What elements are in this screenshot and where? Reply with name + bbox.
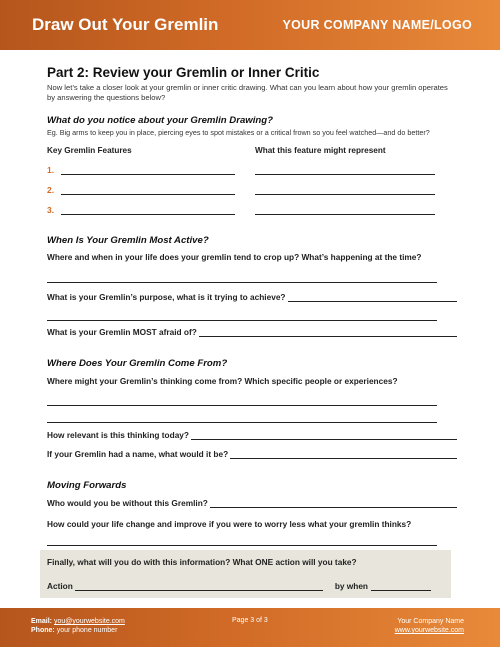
forward-answer-2-line[interactable] (47, 529, 437, 546)
feature-2-line[interactable] (61, 186, 235, 195)
active-answer-2-extra-line[interactable] (47, 302, 437, 321)
question-text: What is your Gremlin’s purpose, what is it trying to achieve? (47, 291, 286, 302)
notice-example: Eg. Big arms to keep you in place, piercing eyes to spot mistakes or a critical frown so you feel watched—and do better? (47, 127, 430, 137)
footer-contact (31, 617, 125, 635)
worksheet-content (47, 65, 457, 546)
phone-value: your phone number (56, 627, 118, 635)
origin-answer-2-line[interactable] (191, 431, 457, 440)
forward-heading: Moving Forwards (47, 479, 127, 491)
page-footer (0, 608, 500, 647)
forward-question-1 (47, 498, 457, 508)
worksheet-title: Draw Out Your Gremlin (32, 15, 219, 34)
meaning-1-line[interactable] (255, 166, 435, 175)
action-row (47, 581, 447, 591)
action-answer-line[interactable] (75, 582, 323, 591)
feature-row (47, 155, 255, 175)
question-text: If your Gremlin had a name, what would it be? (47, 448, 229, 459)
feature-1-line[interactable] (61, 166, 235, 175)
email-label: Email: (31, 618, 53, 625)
question-text: How could your life change and improve if you were to worry less what your gremlin thinks? (47, 518, 412, 529)
email-link[interactable]: you@yourwebsite.com (53, 618, 125, 625)
meaning-row (255, 175, 455, 195)
origin-heading: Where Does Your Gremlin Come From? (47, 357, 228, 369)
page-header (0, 0, 500, 50)
question-text: What is your Gremlin MOST afraid of? (47, 326, 197, 337)
question-text: Who would you be without this Gremlin? (47, 497, 208, 508)
feature-3-line[interactable] (61, 206, 235, 215)
row-number: 2. (47, 184, 55, 195)
part-title: Part 2: Review your Gremlin or Inner Critic (47, 65, 320, 80)
notice-heading: What do you notice about your Gremlin Drawing? (47, 114, 273, 126)
origin-answer-3-line[interactable] (230, 450, 457, 459)
question-text: Where might your Gremlin’s thinking come from? Which specific people or experiences? (47, 375, 398, 386)
company-name: Your Company Name (397, 618, 464, 625)
phone-label: Phone: (31, 627, 55, 635)
by-when-answer-line[interactable] (371, 582, 431, 591)
meaning-column (255, 146, 455, 215)
question-text: Where and when in your life does your gremlin tend to crop up? What’s happening at the time? (47, 251, 422, 262)
meaning-row (255, 155, 455, 175)
feature-row (47, 175, 255, 195)
question-text: How relevant is this thinking today? (47, 429, 189, 440)
part-intro: Now let’s take a closer look at your gremlin or inner critic drawing. What can you learn about how your gremlin operates by answering the questions below? (47, 83, 448, 103)
active-answer-2-line[interactable] (288, 293, 457, 302)
meaning-3-line[interactable] (255, 206, 435, 215)
company-logo-placeholder: YOUR COMPANY NAME/LOGO (282, 18, 472, 32)
active-question-1 (47, 252, 457, 262)
meaning-row (255, 195, 455, 215)
footer-company (395, 617, 464, 635)
active-heading: When Is Your Gremlin Most Active? (47, 234, 209, 246)
by-when-label: by when (334, 581, 369, 591)
origin-question-3 (47, 449, 457, 459)
origin-answer-1-extra-line[interactable] (47, 406, 437, 423)
origin-question-1 (47, 376, 457, 386)
final-question: Finally, what will you do with this information? What ONE action will you take? (47, 557, 357, 567)
forward-answer-1-line[interactable] (210, 499, 457, 508)
meaning-2-line[interactable] (255, 186, 435, 195)
active-question-2 (47, 292, 457, 302)
action-label: Action (47, 581, 73, 591)
active-answer-3-line[interactable] (199, 328, 457, 337)
active-question-3 (47, 327, 457, 337)
page-number: Page 3 of 3 (232, 617, 268, 624)
website-link[interactable]: www.yourwebsite.com (394, 627, 464, 635)
meaning-column-header: What this feature might represent (255, 145, 386, 155)
active-answer-1-line[interactable] (47, 262, 437, 283)
features-column-header: Key Gremlin Features (47, 145, 132, 155)
row-number: 1. (47, 164, 55, 175)
row-number: 3. (47, 204, 55, 215)
forward-question-2 (47, 519, 457, 529)
final-action-box (40, 550, 451, 598)
features-column (47, 146, 255, 215)
origin-question-2 (47, 430, 457, 440)
feature-row (47, 195, 255, 215)
origin-answer-1-line[interactable] (47, 386, 437, 406)
features-table (47, 146, 457, 215)
